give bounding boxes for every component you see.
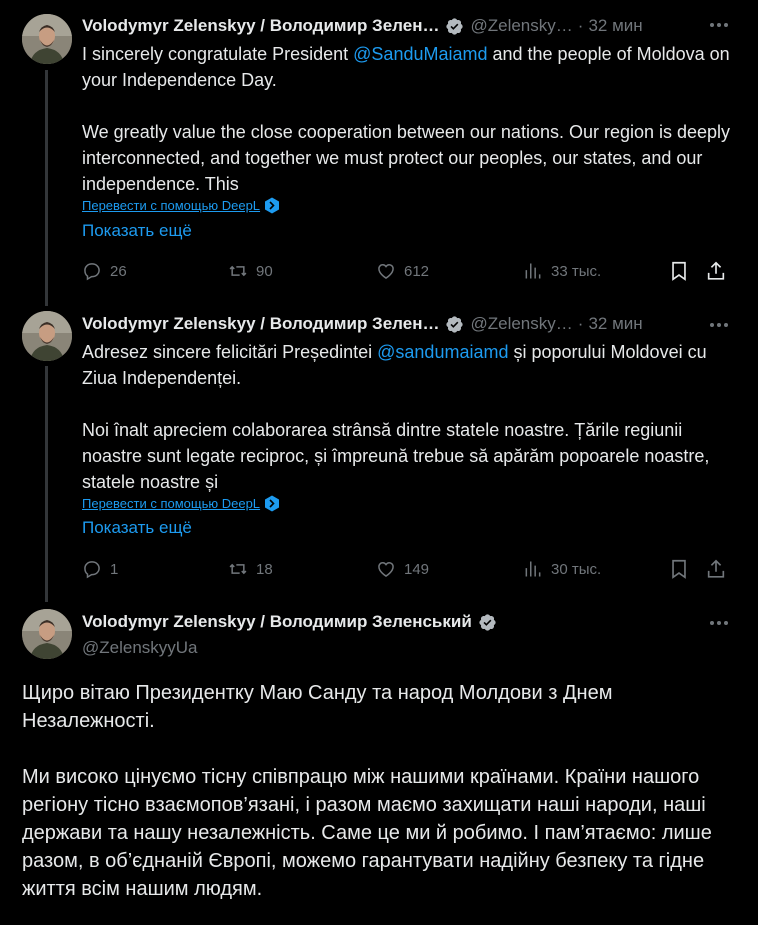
show-more-link[interactable]: Показать ещё <box>82 518 192 537</box>
share-icon[interactable] <box>705 558 727 580</box>
thread-line <box>45 366 48 602</box>
author-handle[interactable]: @Zelensky… <box>470 314 573 333</box>
like-icon <box>376 261 396 281</box>
deepl-icon <box>264 495 280 512</box>
main-tweet-text: Щиро вітаю Президентку Маю Санду та народ Молдови з Днем Незалежності. Ми високо цінуємо тісну співпрацю між нашими країнами. Країни нашого регіону тісно взаємопов’язані, і разом маємо захищати наші народи, наші держави та нашу незалежність. Саме це ми й робимо. І пам’ятаємо: лише разом, в об’єднаній Європі, можемо гарантувати надійну безпеку та гідне життя всім нашим людям. <box>22 682 712 900</box>
reply-icon <box>82 559 102 579</box>
show-more-link[interactable]: Показать ещё <box>82 221 192 240</box>
deepl-icon <box>264 197 280 214</box>
like-button[interactable] <box>376 259 429 283</box>
more-options-icon[interactable] <box>708 316 730 334</box>
avatar[interactable] <box>22 609 72 659</box>
bookmark-icon[interactable] <box>668 558 690 580</box>
thread-line <box>45 70 48 306</box>
more-options-icon[interactable] <box>708 614 730 632</box>
reply-button[interactable] <box>82 557 118 581</box>
avatar[interactable] <box>22 14 72 64</box>
views-icon <box>523 261 543 281</box>
verified-icon[interactable] <box>445 315 464 334</box>
tweet-text: I sincerely congratulate President @SanduMaiamd and the people of Moldova on your Independence Day. We greatly value the close cooperation between our nations. Our region is deeply interconnected, and together we must protect our peoples, our states, and our independence. This <box>82 44 731 194</box>
verified-icon[interactable] <box>445 17 464 36</box>
view-count: 30 тыс. <box>551 560 602 578</box>
repost-count: 90 <box>256 262 273 280</box>
author-handle[interactable]: @Zelensky… <box>470 16 573 35</box>
reply-button[interactable] <box>82 259 127 283</box>
views-button[interactable] <box>523 557 601 581</box>
author-name[interactable]: Volodymyr Zelenskyy / Володимир Зелен… <box>82 16 440 35</box>
like-count: 149 <box>404 560 430 578</box>
views-button[interactable] <box>523 259 601 283</box>
reply-count: 1 <box>110 560 119 578</box>
avatar[interactable] <box>22 311 72 361</box>
verified-icon[interactable] <box>478 613 497 632</box>
share-icon[interactable] <box>705 260 727 282</box>
like-button[interactable] <box>376 557 429 581</box>
tweet-text: Adresez sincere felicitări Președintei @sandumaiamd și poporului Moldovei cu Ziua Independenței. Noi înalt apreciem colaborarea strânsă dintre statele noastre. Țările regiunii noastre sunt legate reciproc, și împreună trebue să apărăm popoarele noastre, statele noastre și <box>82 342 710 492</box>
repost-button[interactable] <box>228 259 273 283</box>
separator: · <box>577 314 584 333</box>
like-count: 612 <box>404 262 430 280</box>
mention-link[interactable]: @sandumaiamd <box>377 342 509 362</box>
like-icon <box>376 559 396 579</box>
reply-icon <box>82 261 102 281</box>
view-count: 33 тыс. <box>551 262 602 280</box>
repost-icon <box>228 261 248 281</box>
translate-link[interactable]: Перевести с помощью DeepL <box>82 493 280 513</box>
bookmark-icon[interactable] <box>668 260 690 282</box>
author-handle[interactable]: @ZelenskyyUa <box>82 638 198 657</box>
more-options-icon[interactable] <box>708 16 730 34</box>
separator: · <box>577 16 584 35</box>
repost-icon <box>228 559 248 579</box>
views-icon <box>523 559 543 579</box>
translate-link[interactable]: Перевести с помощью DeepL <box>82 195 280 215</box>
author-name[interactable]: Volodymyr Zelenskyy / Володимир Зелен… <box>82 314 440 333</box>
author-name[interactable]: Volodymyr Zelenskyy / Володимир Зеленський <box>82 612 472 631</box>
timestamp[interactable]: 32 мин <box>588 16 643 35</box>
repost-button[interactable] <box>228 557 273 581</box>
reply-count: 26 <box>110 262 127 280</box>
mention-link[interactable]: @SanduMaiamd <box>353 44 488 64</box>
timestamp[interactable]: 32 мин <box>588 314 643 333</box>
repost-count: 18 <box>256 560 273 578</box>
